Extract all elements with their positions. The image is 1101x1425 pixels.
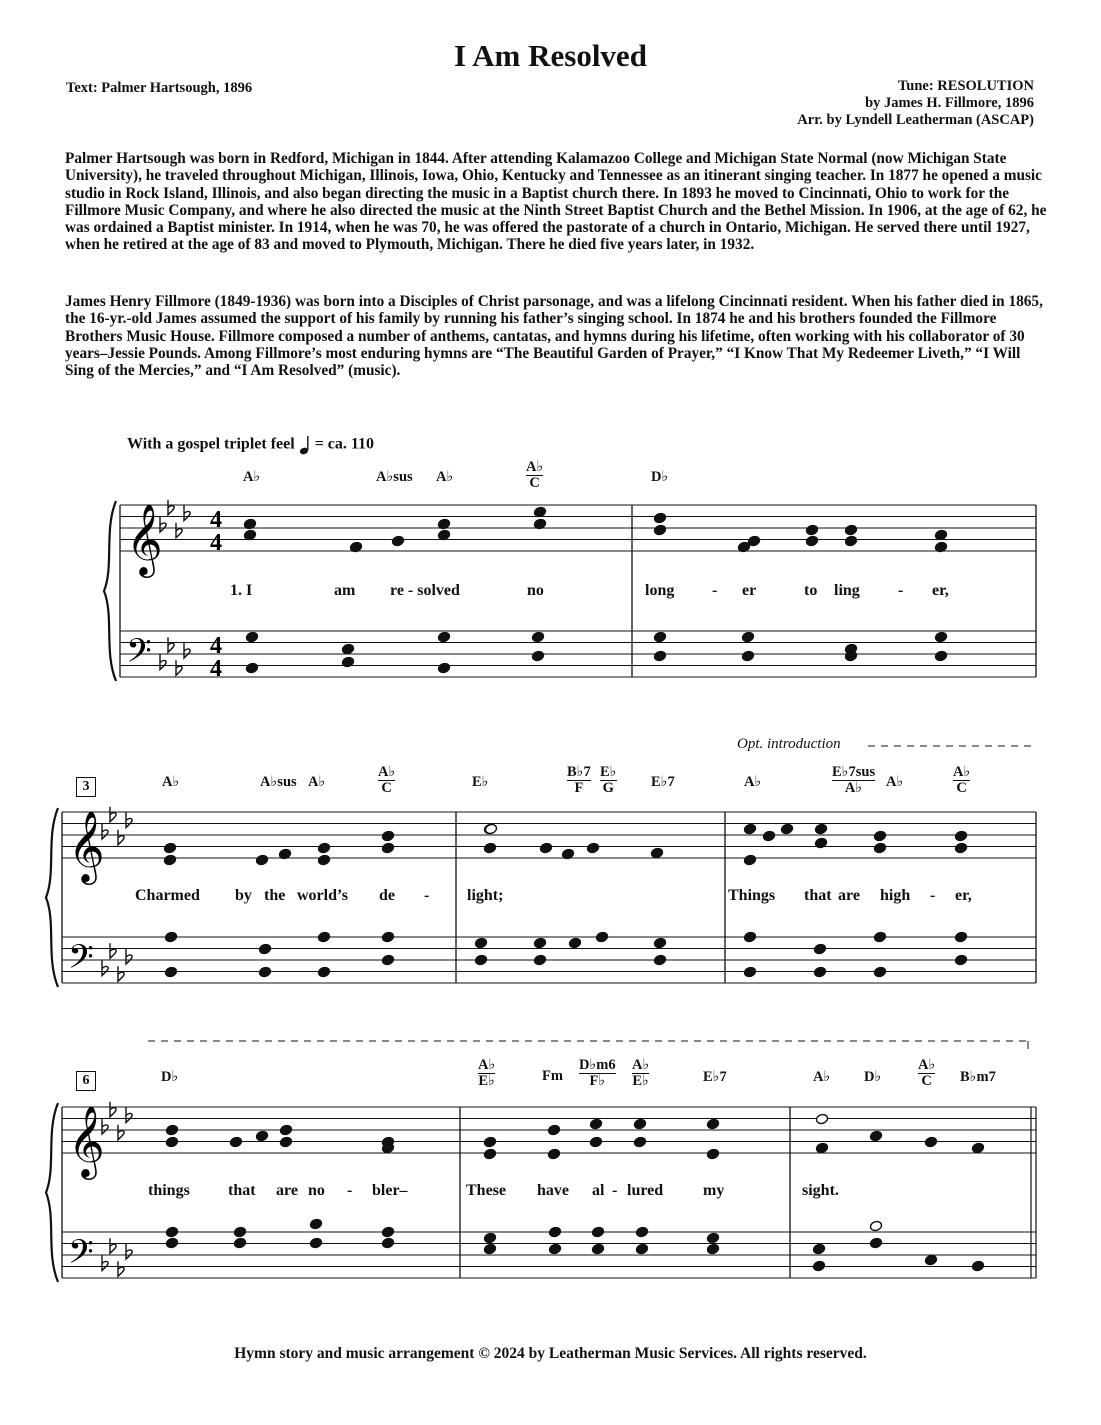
lyric-syllable: 1. I <box>230 582 253 599</box>
story-paragraph-fillmore: James Henry Fillmore (1849-1936) was born into a Disciples of Christ parsonage, and was a lifelong Cincinnati resident. When his father died in 1865, the 16-yr.-old James assumed the support of his family by running his father’s singing school. In 1874 he and his brothers founded the Fillmore Brothers Music House. Fillmore composed a number of anthems, cantatas, and hymns during his lifetime, often working with his collaborator of 30 years–Jessie Pounds. Among Fillmore’s most enduring hymns are “The Beautiful Garden of Prayer,” “I Know That My Redeemer Liveth,” “I Will Sing of the Mercies,” and “I Am Resolved” (music). <box>65 293 1043 380</box>
time-signature: 4 <box>210 530 222 556</box>
chord-root: A♭ <box>526 459 544 475</box>
bass-clef-icon: 𝄢 <box>126 632 152 679</box>
notehead <box>706 1148 719 1160</box>
chord-symbol: D♭ <box>161 1069 179 1085</box>
notehead <box>873 931 886 943</box>
notehead <box>954 842 967 854</box>
flat-sign <box>102 961 108 976</box>
time-signature: 4 <box>210 656 222 682</box>
notehead <box>934 650 947 662</box>
notehead <box>165 1136 178 1148</box>
chord-symbol: E♭7 <box>651 774 675 790</box>
notehead <box>805 524 818 536</box>
notehead <box>483 1148 496 1160</box>
notehead <box>381 1237 394 1249</box>
slash-chord <box>632 1058 649 1089</box>
flat-sign <box>110 1238 116 1253</box>
notehead <box>743 966 756 978</box>
notehead <box>533 937 546 949</box>
flat-sign <box>184 643 190 658</box>
lyric-syllable: the <box>264 887 286 904</box>
lyric-syllable: am <box>334 582 356 599</box>
notehead <box>547 1124 560 1136</box>
story-paragraph-hartsough: Palmer Hartsough was born in Redford, Michigan in 1844. After attending Kalamazoo College and Michigan State Normal (now Michigan State University), he traveled throughout Michigan, Illinois, Iowa, Ohio, Kentucky and Tennessee as an itinerant singing teacher. In 1877 he opened a music studio in Rock Island, Illinois, and also began directing the music in a Baptist church there. In 1893 he moved to Cincinnati, Ohio to work for the Fillmore Music Company, and where he also directed the music at the Ninth Street Baptist Church and the Bethel Mission. In 1906, at the age of 62, he was ordained a Baptist minister. In 1914, when he was 70, he was offered the pastorate of a church in Ontario, Michigan. He served there until 1927, when he retired at the age of 83 and moved to Plymouth, Michigan. There he died five years later, in 1932. <box>65 150 1047 254</box>
chord-bass: E♭ <box>632 1073 649 1089</box>
notehead <box>844 535 857 547</box>
notehead <box>595 931 608 943</box>
lyric-syllable: my <box>703 1182 725 1199</box>
notehead <box>341 643 354 655</box>
notehead <box>531 650 544 662</box>
chord-symbol: A♭ <box>886 774 904 790</box>
notehead <box>539 842 552 854</box>
lyric-syllable: no <box>527 582 544 599</box>
flat-sign <box>168 500 174 515</box>
notehead <box>762 830 775 842</box>
notehead <box>474 954 487 966</box>
notehead <box>381 1226 394 1238</box>
flat-sign <box>110 807 116 822</box>
notehead <box>164 931 177 943</box>
lyric-syllable: things <box>148 1182 190 1199</box>
chord-symbol: E♭ <box>472 774 489 790</box>
notehead <box>531 631 544 643</box>
bass-clef-icon: 𝄢 <box>68 1233 94 1280</box>
slash-chord <box>378 765 395 796</box>
chord-symbol: A♭ <box>162 774 180 790</box>
chord-symbol: Fm <box>542 1068 563 1084</box>
lyric-syllable: no <box>308 1182 325 1199</box>
notehead <box>954 954 967 966</box>
flat-sign <box>168 637 174 652</box>
notehead <box>437 631 450 643</box>
flat-sign <box>102 1256 108 1271</box>
bass-clef-icon: 𝄢 <box>68 938 94 985</box>
chord-root: A♭ <box>378 764 396 780</box>
notehead <box>317 854 330 866</box>
chord-symbol: A♭sus <box>260 774 297 790</box>
flat-sign <box>126 813 132 828</box>
tune-name: Tune: RESOLUTION <box>897 78 1034 94</box>
flat-sign <box>126 1108 132 1123</box>
flat-sign <box>176 523 182 538</box>
notehead <box>589 1118 602 1130</box>
lyric-syllable: These <box>466 1182 506 1199</box>
notehead <box>934 631 947 643</box>
tempo-text: With a gospel triplet feel <box>127 435 295 453</box>
flat-sign <box>110 943 116 958</box>
notehead <box>815 1113 828 1125</box>
notehead <box>483 1136 496 1148</box>
lyric-syllable: Charmed <box>135 887 200 904</box>
treble-clef-icon: 𝄞 <box>68 809 105 882</box>
chord-root: A♭ <box>918 1057 936 1073</box>
flat-sign <box>126 949 132 964</box>
lyric-syllable: to <box>804 582 818 599</box>
page-title: I Am Resolved <box>454 38 647 73</box>
lyric-hyphen: - <box>930 887 936 904</box>
copyright-footer: Hymn story and music arrangement © 2024 by Leatherman Music Services. All rights reserved. <box>234 1345 867 1362</box>
notehead <box>437 662 450 674</box>
lyric-syllable: sight. <box>802 1182 839 1199</box>
notehead <box>317 966 330 978</box>
notehead <box>591 1226 604 1238</box>
chord-bass: F <box>574 780 584 796</box>
notehead <box>869 1130 882 1142</box>
notehead <box>533 954 546 966</box>
notehead <box>164 966 177 978</box>
notehead <box>954 931 967 943</box>
optional-introduction-label: Opt. introduction <box>737 736 841 752</box>
notehead <box>653 650 666 662</box>
notehead <box>309 1237 322 1249</box>
lyric-syllable: ling <box>834 582 860 599</box>
notehead <box>706 1118 719 1130</box>
notehead <box>317 931 330 943</box>
notehead <box>706 1243 719 1255</box>
lyric-syllable: light; <box>467 887 504 904</box>
notehead <box>743 854 756 866</box>
notehead <box>633 1118 646 1130</box>
notehead <box>741 650 754 662</box>
notehead <box>547 1148 560 1160</box>
notehead <box>635 1243 648 1255</box>
slash-chord <box>918 1058 935 1089</box>
chord-bass: C <box>956 780 967 796</box>
notehead <box>255 1130 268 1142</box>
flat-sign <box>118 830 124 845</box>
notehead <box>633 1136 646 1148</box>
flat-sign <box>126 1244 132 1259</box>
chord-root: D♭m6 <box>579 1057 616 1073</box>
notehead <box>844 524 857 536</box>
arranger-credit: Arr. by Lyndell Leatherman (ASCAP) <box>797 112 1034 128</box>
slash-chord <box>953 765 970 796</box>
slash-chord <box>567 765 591 796</box>
chord-symbol: A♭ <box>436 469 454 485</box>
lyric-syllable: that <box>228 1182 256 1199</box>
chord-symbol: D♭ <box>651 469 669 485</box>
chord-symbol: A♭ <box>243 469 261 485</box>
text-credit: Text: Palmer Hartsough, 1896 <box>66 80 253 96</box>
notehead <box>589 1136 602 1148</box>
chord-root: E♭7sus <box>832 764 876 780</box>
notehead <box>971 1142 984 1154</box>
notehead <box>474 937 487 949</box>
notehead <box>591 1243 604 1255</box>
lyric-syllable: high <box>880 887 911 904</box>
notehead <box>165 1124 178 1136</box>
chord-bass: C <box>921 1073 932 1089</box>
chord-bass: E♭ <box>478 1073 495 1089</box>
chord-symbol <box>832 765 875 797</box>
notehead <box>653 512 666 524</box>
notehead <box>483 1232 496 1244</box>
chord-symbol <box>579 1058 616 1090</box>
notehead <box>869 1237 882 1249</box>
notehead <box>317 842 330 854</box>
treble-clef-icon: 𝄞 <box>126 502 163 575</box>
chord-symbol <box>600 765 617 797</box>
notehead <box>391 535 404 547</box>
lyric-syllable: are <box>838 887 860 904</box>
lyric-syllable: bler– <box>372 1182 408 1199</box>
chord-symbol <box>953 765 970 797</box>
notehead <box>812 1260 825 1272</box>
chord-bass: F♭ <box>589 1073 606 1089</box>
chord-root: A♭ <box>632 1057 650 1073</box>
chord-symbol: D♭ <box>864 1069 882 1085</box>
lyric-syllable: are <box>276 1182 298 1199</box>
flat-sign <box>184 506 190 521</box>
notehead <box>548 1226 561 1238</box>
chord-bass: A♭ <box>844 780 863 796</box>
notehead <box>381 842 394 854</box>
lyric-syllable: er, <box>932 582 949 599</box>
flat-sign <box>118 966 124 981</box>
slash-chord <box>478 1058 495 1089</box>
flat-sign <box>176 660 182 675</box>
slash-chord <box>526 460 543 491</box>
slash-chord <box>832 765 875 796</box>
notehead <box>743 823 756 835</box>
flat-sign <box>160 655 166 670</box>
notehead <box>873 842 886 854</box>
notehead <box>954 830 967 842</box>
tempo-value: = ca. 110 <box>314 435 375 453</box>
chord-symbol: A♭ <box>744 774 762 790</box>
notehead <box>165 1226 178 1238</box>
chord-symbol <box>632 1058 649 1090</box>
lyric-syllable: al <box>592 1182 605 1199</box>
lyric-syllable: er <box>742 582 757 599</box>
notehead <box>245 631 258 643</box>
measure-number: 6 <box>76 1071 96 1091</box>
notehead <box>780 823 793 835</box>
notehead <box>869 1220 882 1232</box>
notehead <box>258 966 271 978</box>
notehead <box>635 1226 648 1238</box>
chord-symbol <box>918 1058 935 1090</box>
lyric-hyphen: - <box>347 1182 353 1199</box>
brace <box>46 1103 58 1282</box>
chord-bass: C <box>381 780 392 796</box>
notehead <box>381 931 394 943</box>
notehead <box>586 842 599 854</box>
notehead <box>706 1232 719 1244</box>
lyric-syllable: re - solved <box>390 582 460 599</box>
lyric-syllable: er, <box>955 887 972 904</box>
brace <box>46 808 58 987</box>
notehead <box>255 854 268 866</box>
notehead <box>258 943 271 955</box>
notehead <box>341 656 354 668</box>
chord-root: E♭ <box>600 764 617 780</box>
chord-symbol <box>567 765 591 797</box>
notehead <box>650 847 663 859</box>
slash-chord <box>579 1058 616 1089</box>
lyric-syllable: Things <box>728 887 776 904</box>
notehead <box>653 937 666 949</box>
slash-chord <box>600 765 617 796</box>
time-signature: 4 <box>210 507 222 533</box>
notehead <box>653 954 666 966</box>
notehead <box>815 1142 828 1154</box>
notehead <box>873 830 886 842</box>
lyric-hyphen: - <box>424 887 430 904</box>
notehead <box>483 842 496 854</box>
notehead <box>548 1243 561 1255</box>
chord-symbol: A♭ <box>308 774 326 790</box>
notehead <box>924 1254 937 1266</box>
notehead <box>805 535 818 547</box>
measure-number: 3 <box>76 777 96 797</box>
lyric-syllable: by <box>235 887 252 904</box>
lyric-hyphen: - <box>898 582 904 599</box>
notehead <box>813 943 826 955</box>
notehead <box>743 931 756 943</box>
notehead <box>813 966 826 978</box>
notehead <box>873 966 886 978</box>
notehead <box>233 1237 246 1249</box>
chord-symbol <box>526 460 543 492</box>
chord-symbol <box>478 1058 495 1090</box>
notehead <box>165 1237 178 1249</box>
lyric-syllable: world’s <box>297 887 348 904</box>
lyric-syllable: long <box>645 582 675 599</box>
notehead <box>163 854 176 866</box>
chord-root: A♭ <box>953 764 971 780</box>
notehead <box>381 954 394 966</box>
lyric-syllable: have <box>537 1182 569 1199</box>
notehead <box>163 842 176 854</box>
chord-symbol: A♭ <box>813 1069 831 1085</box>
flat-sign <box>110 1102 116 1117</box>
flat-sign <box>118 1261 124 1276</box>
lyric-syllable: lured <box>627 1182 664 1199</box>
lyric-syllable: that <box>804 887 832 904</box>
chord-symbol <box>378 765 395 797</box>
time-signature: 4 <box>210 633 222 659</box>
chord-root: A♭ <box>478 1057 496 1073</box>
composer-credit: by James H. Fillmore, 1896 <box>865 95 1034 111</box>
notehead <box>814 837 827 849</box>
notehead <box>653 524 666 536</box>
notehead <box>924 1136 937 1148</box>
notehead <box>568 937 581 949</box>
lyric-hyphen: - <box>612 1182 618 1199</box>
notehead <box>233 1226 246 1238</box>
notehead <box>229 1136 242 1148</box>
notehead <box>741 631 754 643</box>
notehead <box>971 1260 984 1272</box>
lyric-syllable: de <box>379 887 395 904</box>
chord-bass: G <box>602 780 614 796</box>
chord-symbol: E♭7 <box>703 1069 727 1085</box>
notehead <box>483 1243 496 1255</box>
notehead <box>653 631 666 643</box>
lyric-hyphen: - <box>712 582 718 599</box>
chord-bass: C <box>529 475 540 491</box>
notehead <box>814 823 827 835</box>
notehead <box>245 662 258 674</box>
notehead <box>279 1136 292 1148</box>
notehead <box>309 1218 322 1230</box>
notehead <box>381 830 394 842</box>
chord-root: B♭7 <box>567 764 591 780</box>
brace <box>104 501 116 681</box>
treble-clef-icon: 𝄞 <box>68 1104 105 1177</box>
notehead <box>812 1243 825 1255</box>
notehead <box>279 1124 292 1136</box>
flat-sign <box>118 1125 124 1140</box>
chord-symbol: A♭sus <box>376 469 413 485</box>
chord-symbol: B♭m7 <box>960 1069 996 1085</box>
